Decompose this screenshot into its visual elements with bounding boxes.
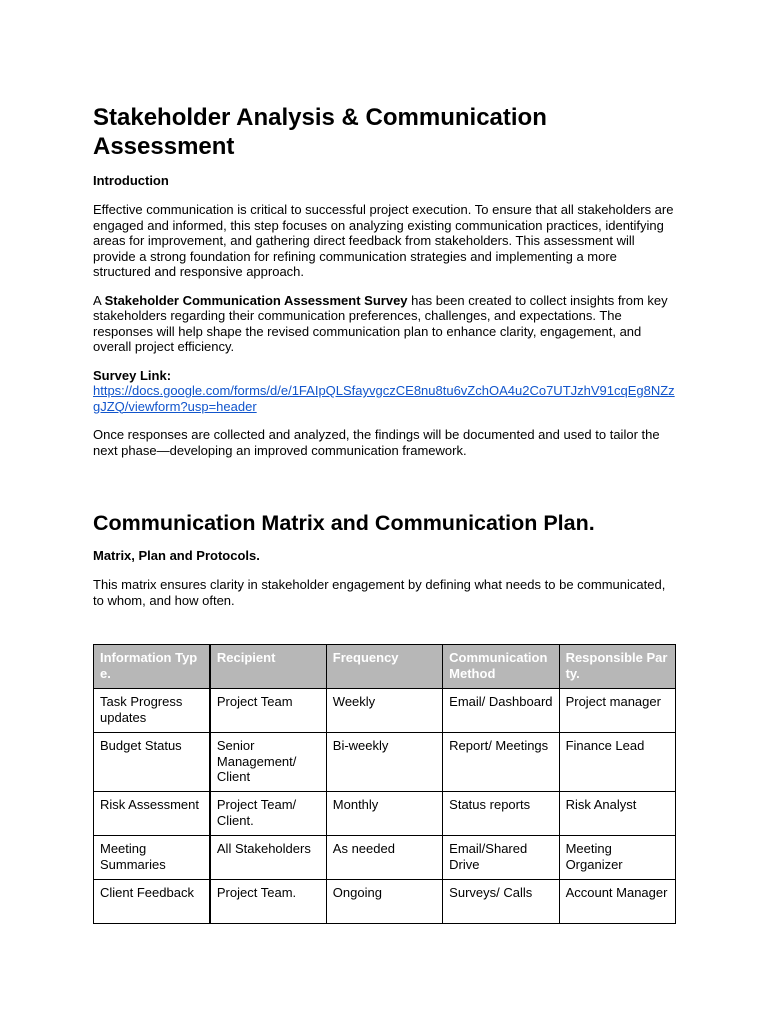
table-cell: Email/ Dashboard bbox=[443, 689, 559, 733]
table-cell: Project Team. bbox=[210, 880, 326, 924]
table-cell: Bi-weekly bbox=[326, 733, 442, 792]
table-cell: Surveys/ Calls bbox=[443, 880, 559, 924]
table-cell: Project Team bbox=[210, 689, 326, 733]
survey-link-block bbox=[93, 368, 678, 415]
table-cell: Budget Status bbox=[94, 733, 210, 792]
table-header-row bbox=[94, 645, 676, 689]
table-cell: Project manager bbox=[559, 689, 675, 733]
table-cell: Senior Management/ Client bbox=[210, 733, 326, 792]
section2-paragraph: This matrix ensures clarity in stakeholder engagement by defining what needs to be communicated, to whom, and how often. bbox=[93, 577, 666, 608]
survey-name: Stakeholder Communication Assessment Survey bbox=[104, 292, 408, 308]
table-row bbox=[94, 880, 676, 924]
survey-link[interactable]: https://docs.google.com/forms/d/e/1FAIpQLSfayvgczCE8nu8tu6vZchOA4u2Co7UTJzhV91cqEg8NZzgJZQ/viewform?usp=header bbox=[93, 383, 675, 414]
section2-subheading: Matrix, Plan and Protocols. bbox=[93, 548, 260, 563]
table-cell: Project Team/ Client. bbox=[210, 792, 326, 836]
header-information-type: Information Type. bbox=[94, 645, 210, 689]
communication-matrix-table bbox=[93, 644, 676, 924]
intro-paragraph: Effective communication is critical to successful project execution. To ensure that all stakeholders are engaged and informed, this step focuses on analyzing existing communication practices, identifying areas for improvement, and gathering direct feedback from stakeholders. This assessment will provide a strong foundation for refining communication strategies and implementing a more structured and responsive approach. bbox=[93, 202, 674, 279]
header-recipient: Recipient bbox=[210, 645, 326, 689]
table-cell: Risk Assessment bbox=[94, 792, 210, 836]
survey-paragraph-suffix: has been created to collect insights from key stakeholders regarding their communication preferences, challenges, and expectations. The responses will help shape the revised communication plan to enhance clarity, engagement, and overall project efficiency. bbox=[93, 292, 668, 354]
intro-heading: Introduction bbox=[93, 173, 169, 188]
header-responsible-party: Responsible Party. bbox=[559, 645, 675, 689]
table-cell: Email/Shared Drive bbox=[443, 836, 559, 880]
section2-title: Communication Matrix and Communication Plan. bbox=[93, 511, 595, 535]
table-cell: Report/ Meetings bbox=[443, 733, 559, 792]
header-frequency: Frequency bbox=[326, 645, 442, 689]
table-row bbox=[94, 733, 676, 792]
table-cell: Finance Lead bbox=[559, 733, 675, 792]
survey-paragraph-prefix: A bbox=[93, 292, 105, 308]
section-spacer bbox=[93, 471, 678, 510]
survey-link-label: Survey Link: bbox=[93, 367, 172, 383]
table-cell: Task Progress updates bbox=[94, 689, 210, 733]
table-cell: Meeting Summaries bbox=[94, 836, 210, 880]
document-title: Stakeholder Analysis & Communication Assessment bbox=[93, 104, 547, 160]
table-cell: Weekly bbox=[326, 689, 442, 733]
table-cell: All Stakeholders bbox=[210, 836, 326, 880]
document-content bbox=[93, 103, 678, 924]
survey-paragraph bbox=[93, 293, 678, 355]
table-cell: Risk Analyst bbox=[559, 792, 675, 836]
table-cell: Meeting Organizer bbox=[559, 836, 675, 880]
table-row bbox=[94, 836, 676, 880]
table-row bbox=[94, 792, 676, 836]
closing-paragraph: Once responses are collected and analyzed, the findings will be documented and used to tailor the next phase—developing an improved communication framework. bbox=[93, 427, 660, 458]
table-row bbox=[94, 689, 676, 733]
table-cell: Status reports bbox=[443, 792, 559, 836]
header-communication-method: Communication Method bbox=[443, 645, 559, 689]
table-cell: Client Feedback bbox=[94, 880, 210, 924]
table-cell: Monthly bbox=[326, 792, 442, 836]
table-cell: Ongoing bbox=[326, 880, 442, 924]
table-cell: Account Manager bbox=[559, 880, 675, 924]
table-cell: As needed bbox=[326, 836, 442, 880]
